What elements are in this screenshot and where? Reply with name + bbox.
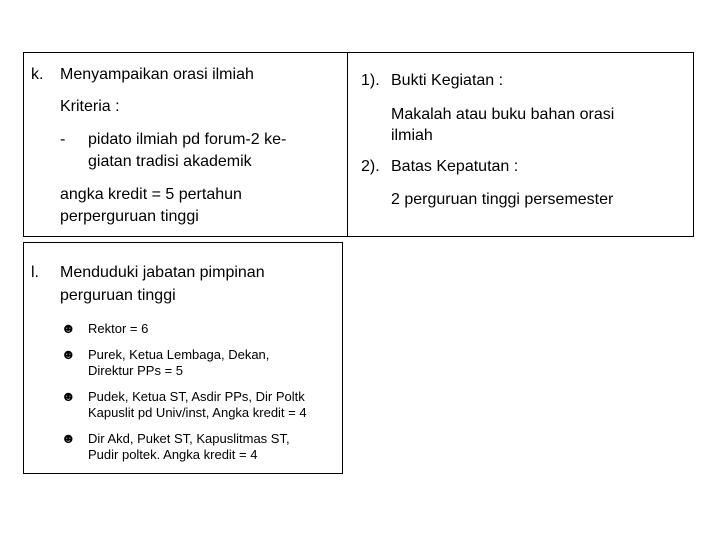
- item-marker-k: k.: [31, 66, 44, 83]
- credit-line1: angka kredit = 5 pertahun: [60, 186, 242, 203]
- smiley-bullet-icon: ☻: [61, 320, 76, 336]
- evidence-label: Bukti Kegiatan :: [391, 72, 504, 89]
- evidence-line1: Makalah atau buku bahan orasi: [391, 106, 615, 123]
- position-item-line2: Kapuslit pd Univ/inst, Angka kredit = 4: [88, 405, 307, 420]
- position-item-line2: Direktur PPs = 5: [88, 363, 184, 378]
- item-title-l-line2: perguruan tinggi: [60, 287, 176, 304]
- position-item-line2: Pudir poltek. Angka kredit = 4: [88, 447, 258, 462]
- smiley-bullet-icon: ☻: [61, 430, 76, 446]
- item-marker-l: l.: [31, 264, 39, 281]
- credit-line2: perperguruan tinggi: [60, 208, 199, 225]
- item-title-k: Menyampaikan orasi ilmiah: [60, 66, 254, 83]
- position-item-line1: Purek, Ketua Lembaga, Dekan,: [88, 347, 270, 362]
- limit-label: Batas Kepatutan :: [391, 158, 519, 175]
- criteria-label: Kriteria :: [60, 98, 120, 115]
- position-item-line1: Pudek, Ketua ST, Asdir PPs, Dir Poltk: [88, 389, 305, 404]
- criteria-dash: -: [60, 131, 66, 148]
- evidence-marker: 1).: [361, 72, 380, 89]
- item-title-l-line1: Menduduki jabatan pimpinan: [60, 264, 265, 281]
- position-item-line1: Rektor = 6: [88, 321, 149, 336]
- limit-marker: 2).: [361, 158, 380, 175]
- limit-value: 2 perguruan tinggi persemester: [391, 191, 614, 208]
- smiley-bullet-icon: ☻: [61, 388, 76, 404]
- evidence-line2: ilmiah: [391, 127, 433, 144]
- position-item-line1: Dir Akd, Puket ST, Kapuslitmas ST,: [88, 431, 290, 446]
- smiley-bullet-icon: ☻: [61, 346, 76, 362]
- criteria-item-line1: pidato ilmiah pd forum-2 ke-: [88, 131, 287, 148]
- criteria-item-line2: giatan tradisi akademik: [88, 153, 252, 170]
